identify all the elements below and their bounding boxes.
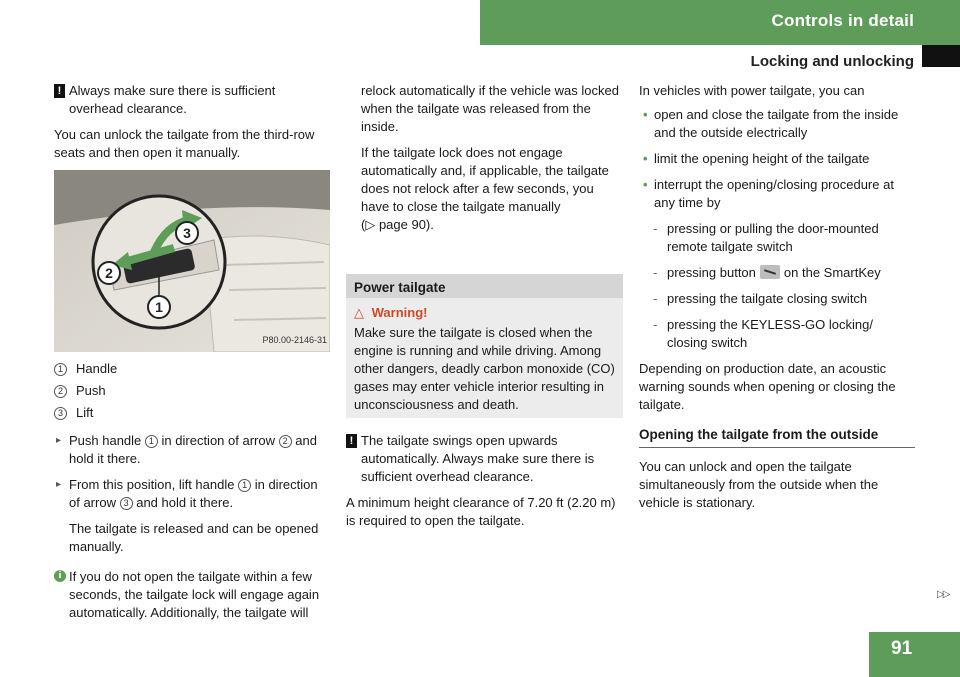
column-2 bbox=[346, 82, 623, 538]
legend-item: 2 Push bbox=[54, 382, 330, 400]
subsection-heading: Opening the tailgate from the outside bbox=[639, 426, 915, 448]
thumb-tab bbox=[922, 45, 960, 67]
number-badge: 2 bbox=[54, 385, 67, 398]
dash-icon: - bbox=[653, 317, 658, 332]
bullet-icon: • bbox=[643, 151, 648, 166]
section-title: Controls in detail bbox=[771, 11, 914, 30]
legend-item: 1 Handle bbox=[54, 360, 330, 378]
result-text: The tailgate is released and can be opened manually. bbox=[69, 521, 319, 554]
sub-list-item: - pressing or pulling the door-mounted remote tailgate switch bbox=[653, 221, 879, 254]
manual-close-text: If the tailgate lock does not engage automatically and, if applicable, the tailgate does not relock after a few seconds, you have to close the tailgate manually (▷ page 90). bbox=[361, 145, 609, 232]
number-badge: 3 bbox=[54, 407, 67, 420]
list-item: • interrupt the opening/closing procedure at any time by bbox=[643, 177, 894, 210]
acoustic-warning-text: Depending on production date, an acoustic warning sounds when opening or closing the tailgate. bbox=[639, 361, 896, 412]
power-intro: In vehicles with power tailgate, you can bbox=[639, 83, 865, 98]
caution-icon: ! bbox=[346, 434, 357, 448]
warning-title: △ Warning! bbox=[354, 305, 428, 320]
info-icon: i bbox=[54, 570, 66, 582]
continue-arrow-icon: ▷▷ bbox=[937, 589, 949, 600]
tailgate-button-icon bbox=[760, 265, 780, 279]
instruction-step: ▸ Push handle 1 in direction of arrow 2 and hold it there. bbox=[56, 433, 317, 466]
info-note: i If you do not open the tailgate within a few seconds, the tailgate lock will engage again automatically. Additionally, the tailgate will bbox=[54, 568, 330, 622]
legend-item: 3 Lift bbox=[54, 404, 330, 422]
dash-icon: - bbox=[653, 221, 658, 236]
header-bar bbox=[480, 0, 960, 45]
intro-text: You can unlock the tailgate from the third-row seats and then open it manually. bbox=[54, 127, 315, 160]
callout-1: 1 bbox=[155, 299, 163, 315]
outside-text: You can unlock and open the tailgate simultaneously from the outside when the vehicle is stationary. bbox=[639, 459, 879, 510]
number-badge: 3 bbox=[120, 497, 133, 510]
sub-list-item: - pressing the KEYLESS-GO locking/ closing switch bbox=[653, 317, 873, 350]
instruction-step: ▸ From this position, lift handle 1 in direction of arrow 3 and hold it there. bbox=[56, 477, 318, 510]
number-badge: 2 bbox=[279, 435, 292, 448]
subsection-title: Locking and unlocking bbox=[750, 53, 914, 70]
warning-box bbox=[346, 298, 623, 418]
step-arrow-icon: ▸ bbox=[56, 479, 62, 490]
step-arrow-icon: ▸ bbox=[56, 435, 62, 446]
caution-icon: ! bbox=[54, 84, 65, 98]
column-3 bbox=[639, 82, 915, 520]
warning-triangle-icon: △ bbox=[354, 305, 364, 320]
sub-list-item: - pressing the tailgate closing switch bbox=[653, 291, 868, 306]
number-badge: 1 bbox=[145, 435, 158, 448]
callout-2: 2 bbox=[105, 265, 113, 281]
dash-icon: - bbox=[653, 265, 658, 280]
bullet-icon: • bbox=[643, 107, 648, 122]
number-badge: 1 bbox=[54, 363, 67, 376]
overhead-note: ! Always make sure there is sufficient overhead clearance. bbox=[54, 82, 330, 118]
warning-text: Make sure the tailgate is closed when the engine is running and while driving. Among other dangers, deadly carbon monoxide (CO) gases may enter vehicle interior resulting in unconsciousness and death. bbox=[354, 325, 615, 412]
figure-code: P80.00-2146-31 bbox=[262, 335, 327, 345]
swing-note: ! The tailgate swings open upwards automatically. Always make sure there is sufficient overhead clearance. bbox=[346, 432, 623, 486]
dash-icon: - bbox=[653, 291, 658, 306]
list-item: • limit the opening height of the tailgate bbox=[643, 151, 870, 166]
min-height-text: A minimum height clearance of 7.20 ft (2.20 m) is required to open the tailgate. bbox=[346, 495, 616, 528]
list-item: • open and close the tailgate from the inside and the outside electrically bbox=[643, 107, 899, 140]
tailgate-handle-figure bbox=[54, 170, 330, 352]
page-reference[interactable]: (▷ page 90). bbox=[361, 217, 434, 232]
column-1 bbox=[54, 82, 330, 630]
bullet-icon: • bbox=[643, 177, 648, 192]
handle-illustration bbox=[54, 170, 330, 352]
callout-3: 3 bbox=[183, 225, 191, 241]
sub-list-item: - pressing button on the SmartKey bbox=[653, 265, 881, 280]
section-heading: Power tailgate bbox=[346, 274, 623, 298]
number-badge: 1 bbox=[238, 479, 251, 492]
page-number: 91 bbox=[891, 638, 913, 659]
continued-text: relock automatically if the vehicle was locked when the tailgate was released from the inside. bbox=[361, 83, 619, 134]
page-number-box bbox=[869, 632, 960, 677]
